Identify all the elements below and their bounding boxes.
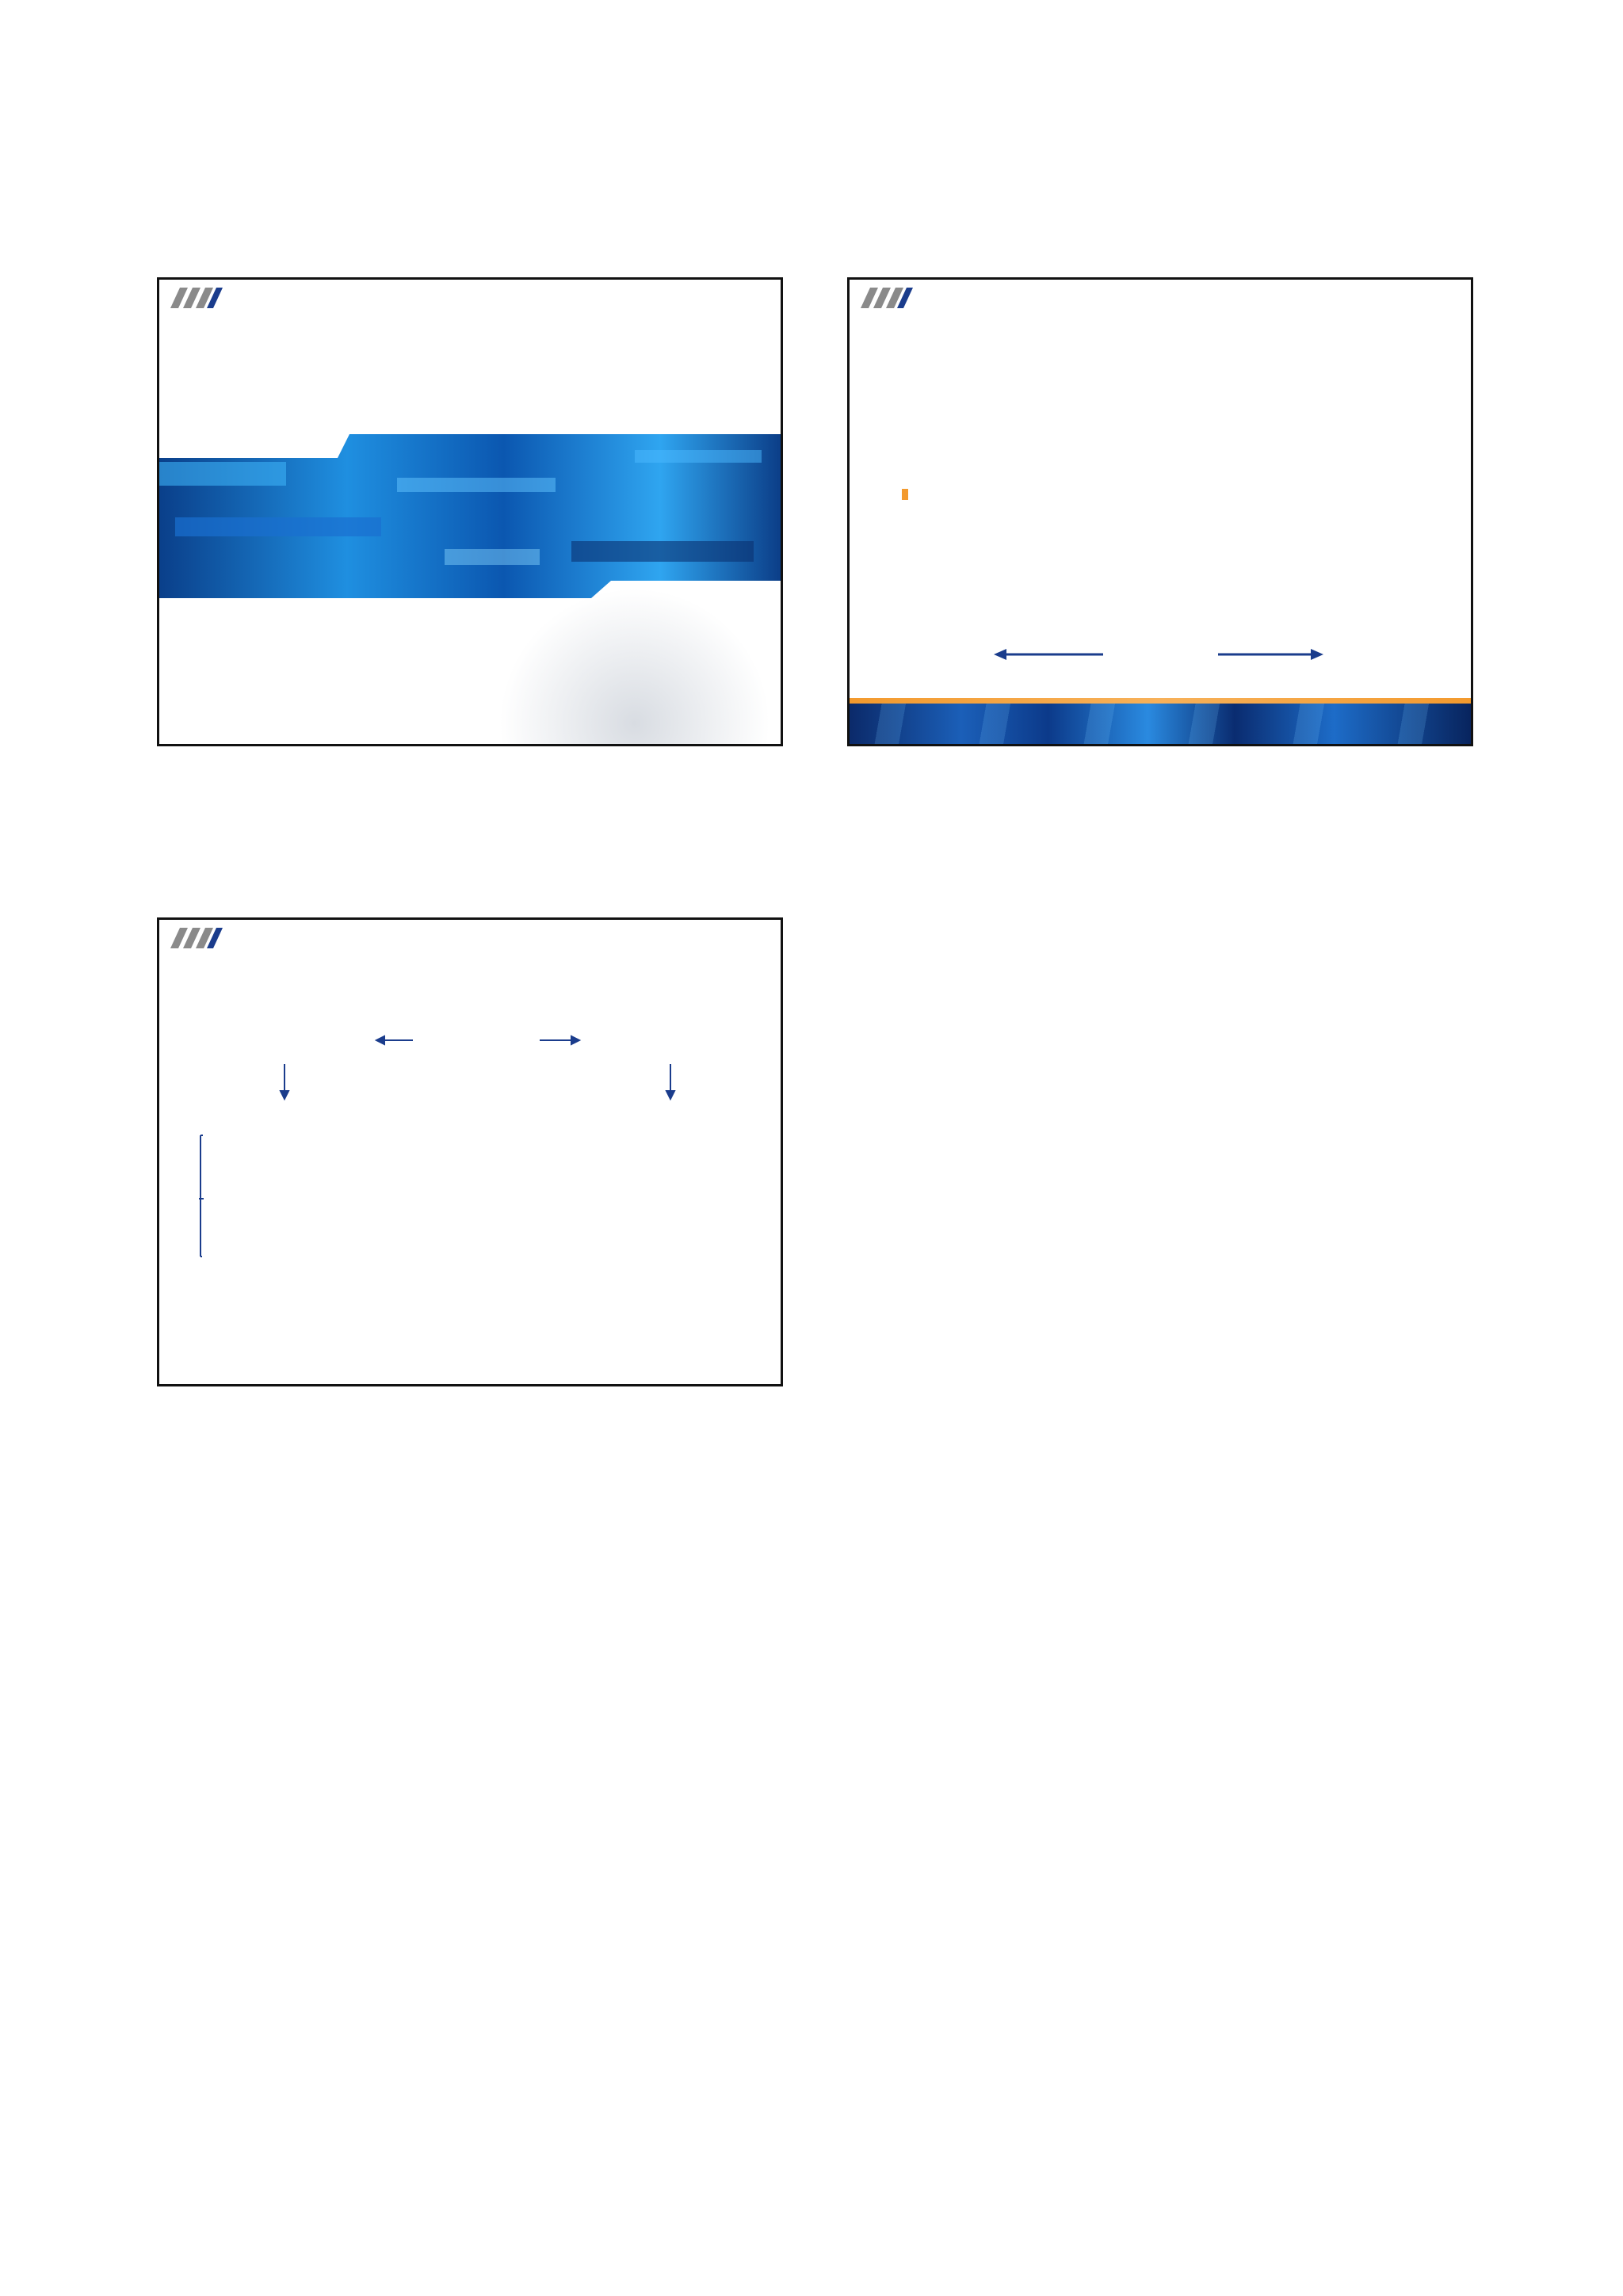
title-banner-graphic (159, 280, 783, 746)
slide-carrying-out (157, 917, 783, 1386)
logo-stripes-icon (854, 288, 913, 308)
slide-title (157, 277, 783, 746)
objectives-list (900, 480, 1439, 485)
flow-connectors (159, 920, 783, 1386)
slide-heat-treatment (847, 277, 1473, 746)
where-arrows (850, 280, 1473, 746)
twi-logo (854, 286, 918, 341)
slide-footer (850, 698, 1471, 744)
